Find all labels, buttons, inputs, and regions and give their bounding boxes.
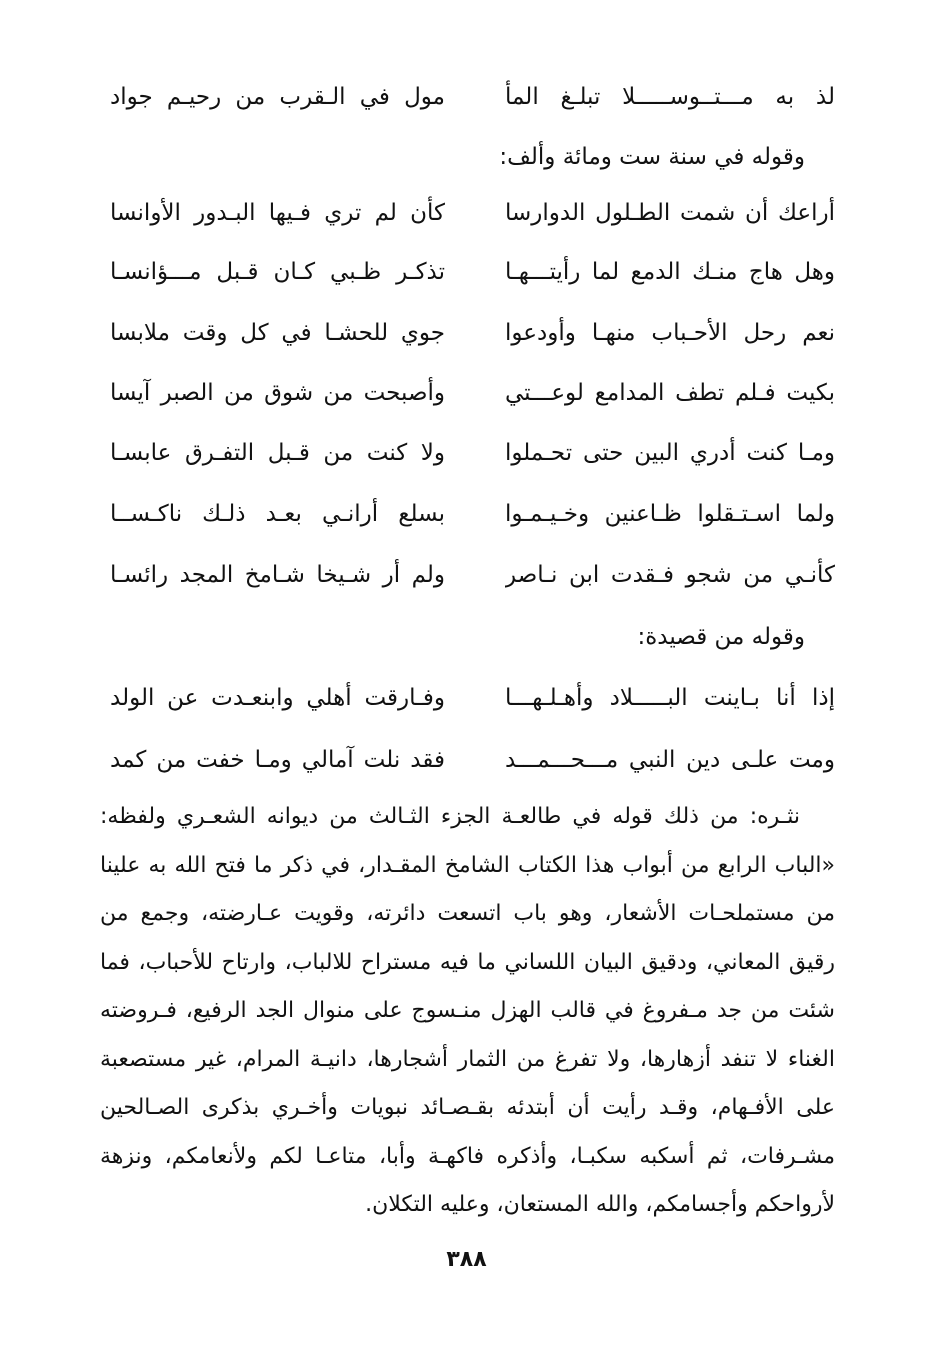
verse-line — [100, 678, 835, 718]
verse-line — [100, 494, 835, 534]
verse-first-hemistich: بكيت فـلم تطف المدامع لوعـــتي — [505, 380, 835, 406]
verse-line — [100, 252, 835, 292]
prose-line: على الأفـهام، وقـد رأيت أن أبتدئه بقـصـائد نبويات وأخـري بذكرى الصـالحين — [100, 1095, 835, 1120]
verse-first-hemistich: أراعك أن شمت الطـلول الدوارسا — [505, 200, 835, 226]
verse-first-hemistich: ولما اسـتـقلوا ظـاعنين وخـيـمـوا — [505, 501, 835, 527]
verse-second-hemistich: ولم أر شـيخا شـامخ المجد رائسـا — [110, 562, 445, 588]
prose-line: لأرواحكم وأجسامكم، والله المستعان، وعليه التكلان. — [365, 1192, 835, 1217]
verse-second-hemistich: وأصبحت من شوق من الصبر آيسا — [110, 380, 445, 406]
verse-first-hemistich: نعم رحل الأحـباب منهـا وأودعوا — [505, 320, 835, 346]
verse-first-hemistich: لذ به مـــتــوســـــلا تبلـغ المأ — [505, 84, 835, 110]
verse-second-hemistich: ولا كنت من قـبل التفـرق عابسـا — [110, 440, 445, 466]
verse-line — [100, 193, 835, 233]
poem-intro: وقوله في سنة ست ومائة وألف: — [499, 144, 805, 170]
verse-first-hemistich: كأنـي من شجو فـقدت ابن نـاصر — [505, 562, 835, 588]
verse-second-hemistich: فقد نلت آمالي ومـا خفت من كمد — [110, 747, 445, 773]
verse-second-hemistich: مول في الـقرب من رحيـم جواد — [110, 84, 445, 110]
verse-second-hemistich: بسلع أرانـي بعـد ذلـك ناكـســا — [110, 501, 445, 527]
prose-line: الغناء لا تنفد أزهارها، ولا تفرغ من الثمار أشجارها، دانيـة المرام، غير مستصعبة — [100, 1046, 835, 1072]
verse-second-hemistich: كأن لم تري فـيها البـدور الأوانسا — [110, 200, 445, 226]
prose-line: شئت من جد مـفروغ في قالب الهزل منـسوج على منوال الجد الرفيع، فـروضته — [100, 998, 835, 1023]
verse-second-hemistich: تذكـر ظـبي كـان قـبل مـــؤانسـا — [110, 259, 445, 285]
poem-intro: وقوله من قصيدة: — [637, 624, 805, 650]
verse-line — [100, 740, 835, 780]
verse-second-hemistich: جوي للحشـا في كل وقت ملابسا — [110, 320, 445, 346]
verse-line — [100, 313, 835, 353]
prose-line: مشـرفات، ثم أسكبه سكبـا، وأذكره فاكهـة وأبا، متاعـا لكم ولأنعامكم، ونزهة — [100, 1143, 835, 1169]
verse-line — [100, 433, 835, 473]
verse-first-hemistich: إذا أنا بـاينت البـــــلاد وأهـلـهـــا — [505, 685, 835, 711]
verse-line — [100, 555, 835, 595]
verse-first-hemistich: ومت علـى دين النبي مـــحـــمـــد — [505, 747, 835, 773]
verse-line — [100, 77, 835, 117]
prose-line: من مستملحـات الأشعار، وهو باب اتسعت دائرته، وقويت عـارضته، وجمع من — [100, 901, 835, 926]
prose-line: «الباب الرابع من أبواب هذا الكتاب الشامخ المقـدار، في ذكر ما فتح الله به علينا — [100, 852, 835, 878]
prose-line: نثـره: من ذلك قوله في طالعـة الجزء الثـالث من ديوانه الشعـري ولفظه: — [100, 804, 800, 829]
verse-second-hemistich: وفـارقت أهلي وابنعـدت عن الولد — [110, 685, 445, 711]
prose-line: رقيق المعاني، ودقيق البيان اللساني ما فيه مستراح للالباب، وارتاح للأحباب، فما — [100, 949, 835, 975]
prose-paragraph — [100, 795, 835, 1232]
page-number: ٣٨٨ — [446, 1247, 487, 1272]
verse-line — [100, 373, 835, 413]
verse-first-hemistich: ومـا كنت أدري البين حتى تحـملوا — [505, 440, 835, 466]
verse-first-hemistich: وهل هاج منـك الدمع لما رأيتـــهـا — [505, 259, 835, 285]
